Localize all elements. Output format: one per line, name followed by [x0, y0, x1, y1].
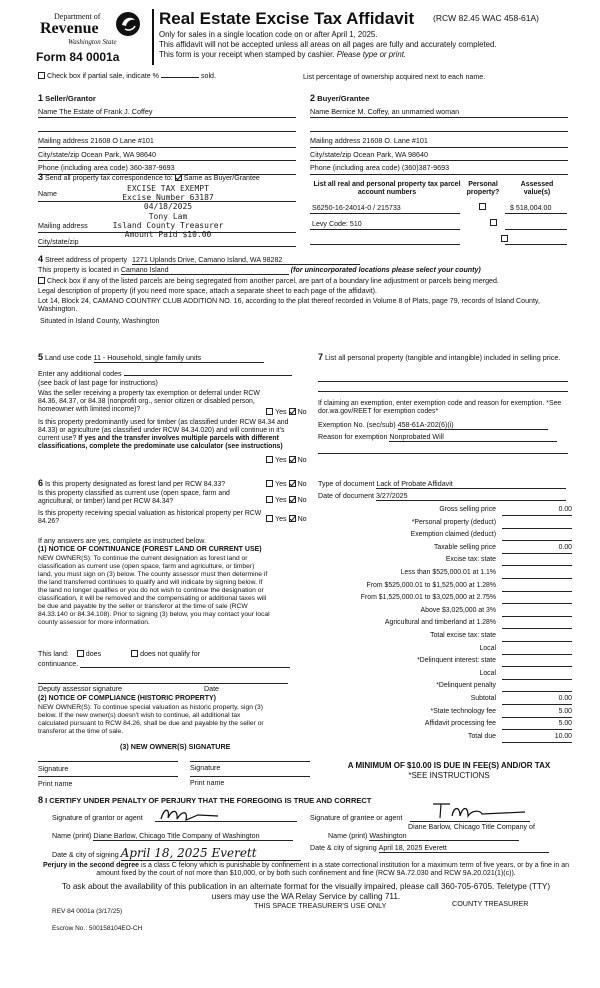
s5-q1-answer: Yes No	[266, 408, 307, 416]
s5-q2: Is this property predominantly used for timber (as classified under RCW 84.34 and 84.33) or agriculture (as classified under RCW 84.34.020) and will continue in it's current use? If yes and the transfer involves multiple parcels with different classifications, complete the predominate use calculator (see instructions)	[38, 419, 289, 451]
section1: 1 Seller/Grantor Name The Estate of Frank J. Coffey Mailing address 21608 O Lane #101 City/state/zip Ocean Park, WA 98640 Phone (including area code) 360-387-9693	[38, 93, 296, 175]
located-in: This property is located in Camano Island (for unincorporated locations please select your county)	[38, 266, 481, 274]
alt-format-notice: To ask about the availability of this publication in an alternate format for the visually impaired, please call 360-705-6705. Teletype (TTY) users may use the WA Relay Service by calling 711.	[61, 882, 551, 901]
see-instructions: *SEE INSTRUCTIONS	[408, 771, 490, 780]
calc-label: *Delinquent penalty	[436, 682, 496, 690]
buyer-phone[interactable]: (360)387-9693	[401, 163, 450, 173]
section3-heading: 3 Send all property tax correspondence to: Same as Buyer/Grantee	[38, 172, 260, 182]
exemption-reason: Reason for exemption Nonprobated Will	[318, 433, 557, 442]
doc-type-value[interactable]: Lack of Probate Affidavit	[376, 480, 566, 489]
personal-checkbox-2[interactable]	[490, 219, 497, 226]
seller-heading: Seller/Grantor	[45, 94, 96, 103]
calc-row	[316, 681, 576, 693]
sig-label-2: Signature	[190, 764, 221, 772]
same-as-buyer-checkbox[interactable]	[175, 174, 182, 181]
calc-label: Excise tax: state	[445, 556, 496, 564]
notice2-body: NEW OWNER(S): To continue special valuation as historic property, sign (3) below. If the new owner(s) doesn't wish to continue, all additional tax calculated pursuant to RCW 84.26, shall be due and payable by the seller or transferor at the time of sale.	[38, 704, 264, 736]
calc-row	[316, 543, 576, 555]
exemption-label: If claiming an exemption, enter exemption code and reason for exemption. *See dor.wa.gov/REET for exemption codes*	[318, 400, 562, 416]
calc-value[interactable]	[502, 632, 572, 642]
located-value[interactable]: Camano Island	[121, 266, 289, 275]
seller-phone[interactable]: 360-387-9693	[129, 163, 175, 173]
s3-city-label: City/state/zip	[38, 238, 79, 246]
grantor-date-value[interactable]: April 18, 2025 Everett	[121, 846, 301, 861]
certify: 8 I CERTIFY UNDER PENALTY OF PERJURY THAT THE FOREGOING IS TRUE AND CORRECT	[38, 795, 372, 805]
calc-label: From $1,525,000.01 to $3,025,000 at 2.75%	[360, 594, 496, 602]
calc-value[interactable]: 0.00	[502, 544, 572, 554]
calc-row	[316, 593, 576, 605]
calc-label: Taxable selling price	[433, 543, 496, 551]
grantee-under: Diane Barlow, Chicago Title Company of	[408, 823, 535, 831]
header-note2: This affidavit will not be accepted unless all areas on all pages are fully and accurately completed.	[159, 40, 497, 49]
personal-header: Personal property?	[466, 181, 500, 197]
calc-label: *Delinquent interest: state	[417, 657, 496, 665]
new-owner-sig: (3) NEW OWNER(S) SIGNATURE	[120, 742, 231, 751]
continuance: continuance.	[38, 660, 79, 668]
calc-row	[316, 707, 576, 719]
calc-label: Exemption claimed (deduct)	[410, 531, 496, 539]
reason-value[interactable]: Nonprobated Will	[389, 433, 557, 442]
segregated-checkbox[interactable]	[38, 277, 45, 284]
calc-row	[316, 669, 576, 681]
dept-line1: Department of	[54, 12, 101, 21]
does-checkbox[interactable]	[77, 650, 84, 657]
notice2-title: (2) NOTICE OF COMPLIANCE (HISTORIC PROPERTY)	[38, 695, 216, 702]
s3-name-label: Name	[38, 190, 57, 198]
legal-description[interactable]: Lot 14, Block 24, CAMANO COUNTRY CLUB ADDITION NO. 16, according to the plat thereof recorded in Volume 8 of Plats, page 79, records of Island County, Washington.	[38, 297, 540, 314]
calc-value[interactable]	[502, 670, 572, 680]
calc-row	[316, 505, 576, 517]
deputy-signature: Deputy assessor signature	[38, 685, 122, 693]
wa-seal-icon	[114, 10, 142, 38]
treasurer-only: THIS SPACE TREASURER'S USE ONLY	[254, 901, 387, 910]
land-use: 5 Land use code 11 - Household, single family units	[38, 352, 264, 363]
header-note3: This form is your receipt when stamped by cashier. Please type or print.	[159, 50, 407, 59]
legal-label: Legal description of property (if you need more space, attach a separate sheet to each page of the affidavit).	[38, 287, 378, 295]
calc-label: Total excise tax: state	[430, 632, 496, 639]
calc-row	[316, 581, 576, 593]
calc-value[interactable]	[502, 594, 572, 604]
s6-q2-no[interactable]	[289, 496, 296, 503]
grantee-name: Name (print) Washington	[328, 832, 519, 841]
calc-value[interactable]	[502, 531, 572, 541]
calc-label: Above $3,025,000 at 3%	[420, 606, 496, 614]
section4-address: 4 Street address of property 1271 Uplands Drive, Camano Island, WA 98282	[38, 254, 360, 265]
s5-q2-no[interactable]	[289, 456, 296, 463]
s3-mail-label: Mailing address	[38, 222, 88, 230]
calc-label: Less than $525,000.01 at 1.1%	[400, 569, 496, 576]
calc-row	[316, 644, 576, 656]
calc-label: Gross selling price	[439, 506, 496, 513]
calc-row	[316, 694, 576, 706]
calc-value[interactable]	[502, 682, 572, 692]
s6-q2: Is this property classified as current use (open space, farm and agricultural, or timber) land per RCW 84.34?	[38, 490, 230, 506]
exemption-number: Exemption No. (sec/sub) 458-61A-202(6)(i)	[318, 421, 548, 430]
street-address[interactable]: 1271 Uplands Drive, Camano Island, WA 98282	[132, 256, 360, 265]
calc-label: From $525,000.01 to $1,525,000 at 1.28%	[366, 581, 496, 589]
calc-label: Subtotal	[470, 695, 496, 702]
s6-q1-yes[interactable]	[266, 480, 273, 487]
personal-checkbox-3[interactable]	[501, 235, 508, 242]
additional-note: (see back of last page for instructions)	[38, 379, 158, 387]
levy-code: Levy Code: 510	[312, 220, 362, 228]
calc-row	[316, 530, 576, 542]
parcel-number[interactable]: S6250-16-24014-0 / 215733	[312, 204, 401, 212]
assessed-header: Assessed value(s)	[520, 181, 554, 197]
s6-q3: Is this property receiving special valuation as historical property per RCW 84.26?	[38, 510, 262, 526]
s6-q3-answer: Yes No	[266, 515, 307, 523]
print-name-1: Print name	[38, 780, 73, 788]
segregated-check: Check box if any of the listed parcels are being segregated from another parcel, are part of a boundary line adjustment or parcels being merged.	[38, 277, 499, 285]
legal-description-2: Situated in Island County, Washington	[40, 317, 160, 325]
calc-row	[316, 606, 576, 618]
partial-sale-checkbox[interactable]	[38, 72, 45, 79]
calc-value[interactable]	[502, 556, 572, 566]
s6-q1: 6 Is this property designated as forest land per RCW 84.33?	[38, 478, 226, 488]
header-note1: Only for sales in a single location code on or after April 1, 2025.	[159, 30, 378, 39]
seller-mail[interactable]: 21608 O Lane #101	[90, 136, 154, 146]
calc-row	[316, 631, 576, 643]
rcw-reference: (RCW 82.45 WAC 458-61A)	[433, 13, 539, 23]
doc-date: Date of document 3/27/2025	[318, 492, 566, 501]
calc-row	[316, 656, 576, 668]
additional-codes: Enter any additional codes	[38, 370, 292, 378]
doc-date-value[interactable]: 3/27/2025	[376, 492, 566, 501]
page-title: Real Estate Excise Tax Affidavit	[159, 9, 415, 28]
partial-sale: Check box if partial sale, indicate % sold.	[38, 72, 216, 80]
calc-value[interactable]	[502, 645, 572, 655]
s5-q2-yes[interactable]	[266, 456, 273, 463]
assessed-value[interactable]: $ 518,004.00	[510, 204, 552, 212]
s6-q3-no[interactable]	[289, 515, 296, 522]
section2: 2 Buyer/Grantee Name Bernice M. Coffey, an unmarried woman Mailing address 21608 O. Lane #101 City/state/zip Ocean Park, WA 98640 Phone (including area code) (360)387-9693	[310, 93, 568, 175]
calc-label: Affidavit processing fee	[424, 720, 496, 728]
calc-value[interactable]: 5.00	[502, 708, 572, 718]
grantee-date: Date & city of signing April 18, 2025 Everett	[310, 844, 549, 853]
sig-label-1: Signature	[38, 765, 69, 773]
tax-calc-table	[316, 505, 576, 755]
calc-value[interactable]	[502, 619, 572, 629]
calc-label: Local	[479, 669, 496, 677]
minimum-due: A MINIMUM OF $10.00 IS DUE IN FEE(S) AND/OR TAX	[347, 761, 551, 770]
list-percentage-note: List percentage of ownership acquired next to each name.	[303, 73, 486, 81]
calc-value[interactable]	[502, 569, 572, 579]
if-yes-note: If any answers are yes, complete as instructed below.	[38, 537, 206, 545]
grantor-name: Name (print) Diane Barlow, Chicago Title Company of Washington	[52, 832, 293, 841]
calc-value[interactable]: 0.00	[502, 695, 572, 705]
s6-q1-no[interactable]	[289, 480, 296, 487]
calc-row	[316, 719, 576, 731]
grantee-signature	[430, 800, 530, 822]
print-name-2: Print name	[190, 779, 225, 787]
s6-q1-answer: Yes No	[266, 480, 307, 488]
calc-label: *State technology fee	[430, 707, 496, 715]
buyer-city[interactable]: Ocean Park, WA 98640	[353, 149, 428, 159]
seller-name[interactable]: The Estate of Frank J. Coffey	[59, 106, 153, 116]
s6-q2-yes[interactable]	[266, 496, 273, 503]
buyer-mail[interactable]: 21608 O. Lane #101	[362, 136, 428, 146]
calc-value[interactable]: 10.00	[502, 733, 572, 743]
calc-row	[316, 732, 576, 744]
calc-row	[316, 555, 576, 567]
s5-q1: Was the seller receiving a property tax exemption or deferral under RCW 84.36, 84.37, or 84.38 (nonprofit org., senior citizen or disabled person, homeowner with limited income)?	[38, 390, 260, 414]
calc-row	[316, 568, 576, 580]
seller-city[interactable]: Ocean Park, WA 98640	[81, 149, 156, 159]
grantee-name-value[interactable]: Washington	[369, 832, 519, 841]
s5-q1-no[interactable]	[289, 408, 296, 415]
excise-stamp: EXCISE TAX EXEMPT Excise Number 63187 04/18/2025 Tony Lam Island County Treasurer Amount Paid $10.00	[112, 184, 224, 239]
escrow-number: Escrow No.: 500158104EO-CH	[52, 925, 143, 932]
does-not-checkbox[interactable]	[131, 650, 138, 657]
rev-number: REV 84 0001a (3/17/25)	[52, 908, 123, 915]
deputy-date: Date	[204, 685, 219, 693]
grantor-signature	[158, 804, 238, 824]
dept-line2: Revenue	[40, 20, 99, 37]
form-number: Form 84 0001a	[36, 50, 120, 64]
county-treasurer: COUNTY TREASURER	[452, 899, 529, 908]
calc-row	[316, 618, 576, 630]
section7-label: 7 List all personal property (tangible and intangible) included in selling price.	[318, 352, 561, 362]
this-land: This land: does does not qualify for	[38, 650, 201, 658]
exemption-no-value[interactable]: 458-61A-202(6)(i)	[398, 421, 548, 430]
land-use-code[interactable]: 11 - Household, single family units	[94, 354, 264, 363]
calc-value[interactable]	[502, 657, 572, 667]
calc-label: *Personal property (deduct)	[411, 518, 496, 526]
notice1-title: (1) NOTICE OF CONTINUANCE (FOREST LAND OR CURRENT USE)	[38, 546, 262, 553]
perjury-notice: Perjury in the second degree is a class C felony which is punishable by confinement in a state correctional institution for a maximum term of five years, or by a fine in an amount fixed by the court of not more than $10,000, or by both such confinement and fine (RCW 9A.72.030 and RCW 9A.20.021(1)(c)).	[42, 862, 569, 878]
buyer-heading: Buyer/Grantee	[317, 94, 370, 103]
dept-line3: Washington State	[68, 38, 117, 46]
grantor-sig-label: Signature of grantor or agent	[52, 814, 143, 822]
personal-checkbox-1[interactable]	[479, 203, 486, 210]
grantor-name-value[interactable]: Diane Barlow, Chicago Title Company of Washington	[93, 832, 293, 841]
grantee-sig-label: Signature of grantee or agent	[310, 814, 403, 822]
calc-label: Total due	[468, 732, 496, 740]
s5-q2-answer: Yes No	[266, 456, 307, 464]
calc-row	[316, 518, 576, 530]
calc-label: Agricultural and timberland at 1.28%	[384, 619, 496, 627]
grantee-date-value[interactable]: April 18, 2025 Everett	[379, 844, 549, 853]
s6-q3-yes[interactable]	[266, 515, 273, 522]
calc-value[interactable]: 5.00	[502, 720, 572, 730]
grantor-date: Date & city of signing April 18, 2025 Everett	[52, 846, 301, 861]
buyer-name[interactable]: Bernice M. Coffey, an unmarried woman	[331, 106, 460, 116]
doc-type: Type of document Lack of Probate Affidavit	[318, 480, 566, 489]
s5-q1-yes[interactable]	[266, 408, 273, 415]
s6-q2-answer: Yes No	[266, 496, 307, 504]
header-divider	[152, 9, 154, 65]
notice1-body: NEW OWNER(S): To continue the current designation as forest land or classification as current use (open space, farm and agriculture, or timber) land, you must sign on (3) below. The county assessor must then determine if the land transferred continues to qualify and will indicate by signing below. If the land no longer qualifies or you do not wish to continue the designation or classification, it will be removed and the compensating or additional taxes will be due and payable by the seller or transferor at the time of sale (RCW 84.33.140 or 84.34.108). Prior to signing (3) below, you may contact your local county assessor for more information.	[38, 555, 270, 627]
parcel-header: List all real and personal property tax parcel account numbers	[313, 181, 461, 197]
calc-label: Local	[479, 644, 496, 652]
calc-value[interactable]: 0.00	[502, 506, 572, 516]
calc-value[interactable]	[502, 582, 572, 592]
calc-value[interactable]	[502, 607, 572, 617]
calc-value[interactable]	[502, 519, 572, 529]
